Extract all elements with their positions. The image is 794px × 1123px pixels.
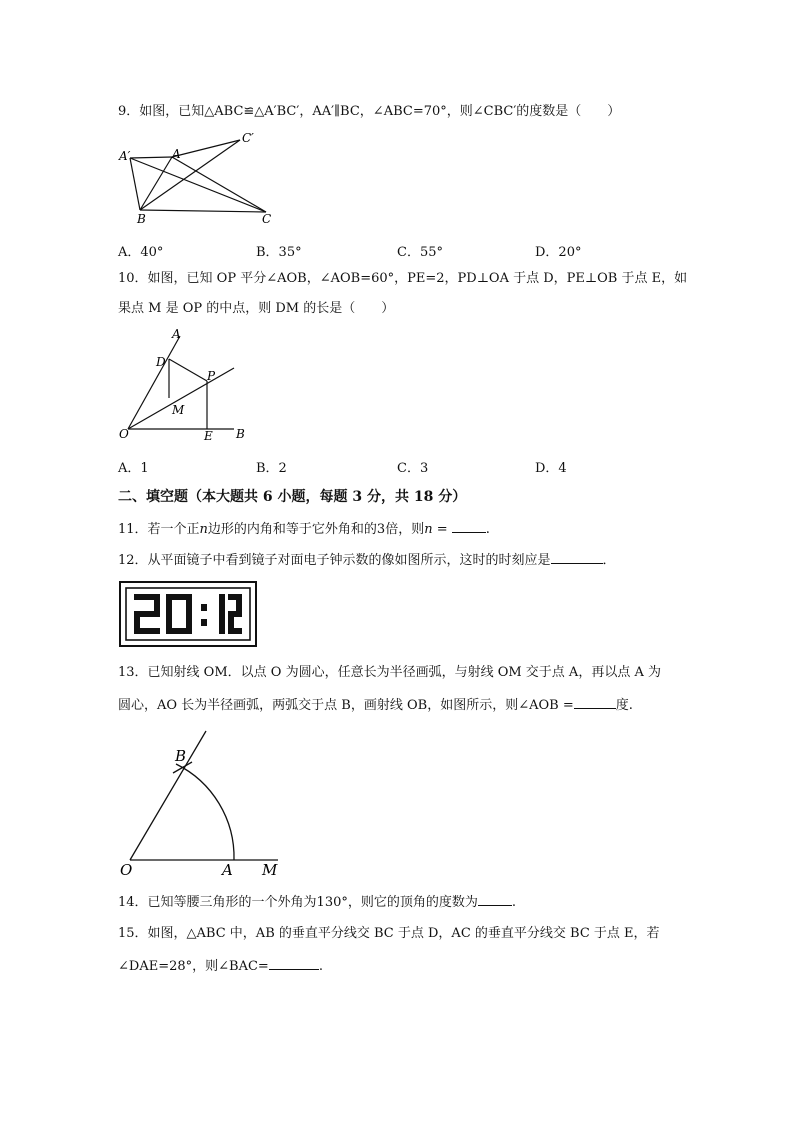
q10-option-d: D．4	[535, 461, 567, 476]
q14-text	[118, 893, 516, 912]
q13-label-O: O	[120, 861, 133, 879]
q13-line1: 13．已知射线 OM．以点 O 为圆心，任意长为半径画弧，与射线 OM 交于点 A，再以点 A 为	[118, 665, 661, 680]
q14-end: .	[511, 895, 516, 910]
q12-end: ．	[602, 553, 616, 568]
q9-option-b: B．35°	[256, 245, 302, 260]
q14-body: 14．已知等腰三角形的一个外角为130°，则它的顶角的度数为	[118, 895, 478, 910]
q9-label-C: C	[262, 212, 272, 226]
q15-line2-end: .	[318, 959, 323, 974]
q10-line1: 10．如图，已知 OP 平分∠AOB，∠AOB=60°，PE=2，PD⊥OA 于点 D，PE⊥OB 于点 E，如	[118, 271, 688, 286]
q12-text	[118, 551, 616, 570]
q9-label-A-prime: A′	[119, 149, 131, 163]
q13-answer-blank[interactable]	[574, 696, 616, 709]
q10-figure	[116, 326, 256, 442]
q11-var-n2: n	[424, 522, 433, 537]
q10-option-c: C．3	[397, 461, 429, 476]
q13-line2-body: 圆心，AO 长为半径画弧，两弧交于点 B，画射线 OB，如图所示，则∠AOB =	[118, 698, 574, 713]
section-title: 二、填空题（本大题共 6 小题，每题 3 分，共 18 分）	[118, 489, 467, 505]
q10-label-D: D	[156, 355, 166, 369]
q15-line1: 15．如图，△ABC 中，AB 的垂直平分线交 BC 于点 D，AC 的垂直平分线交 BC 于点 E，若	[118, 926, 660, 941]
q9-figure	[116, 132, 276, 224]
q11-text	[118, 520, 490, 539]
q9-option-a: A．40°	[118, 245, 164, 260]
q10-label-O: O	[119, 427, 129, 441]
q11-after: =	[432, 522, 452, 537]
q11-var-n: n	[199, 522, 208, 537]
q10-label-P: P	[207, 369, 216, 383]
q9-option-c: C．55°	[397, 245, 443, 260]
q15-line2-body: ∠DAE=28°，则∠BAC=	[118, 959, 269, 974]
q13-label-A: A	[222, 861, 233, 879]
q9-label-B: B	[137, 212, 146, 226]
q12-body: 12．从平面镜子中看到镜子对面电子钟示数的像如图所示，这时的时刻应是	[118, 553, 551, 568]
q15-line2	[118, 957, 323, 976]
q13-label-M: M	[262, 861, 278, 879]
q15-answer-blank[interactable]	[269, 957, 319, 970]
q11-middle: 边形的内角和等于它外角和的3倍，则	[207, 522, 425, 537]
q13-line2	[118, 696, 633, 715]
q11-before: 11．若一个正	[118, 522, 200, 537]
q14-answer-blank[interactable]	[478, 893, 512, 906]
q10-label-E: E	[204, 429, 213, 443]
q10-label-M: M	[172, 403, 185, 417]
q11-answer-blank[interactable]	[452, 520, 486, 533]
q13-line2-end: 度.	[615, 698, 633, 713]
q9-label-C-prime: C′	[242, 131, 254, 145]
q9-text: 9．如图，已知△ABC≌△A′BC′，AA′∥BC，∠ABC=70°，则∠CBC′的度数是（ ）	[118, 104, 621, 119]
q13-figure	[118, 729, 293, 877]
q9-label-A: A	[172, 147, 181, 161]
q10-option-a: A．1	[118, 461, 149, 476]
q10-option-b: B．2	[256, 461, 287, 476]
q12-clock-image	[119, 581, 257, 647]
q9-option-d: D．20°	[535, 245, 582, 260]
q10-label-A: A	[172, 327, 181, 341]
q11-end: .	[485, 522, 490, 537]
q10-label-B: B	[236, 427, 245, 441]
q10-line2: 果点 M 是 OP 的中点，则 DM 的长是（ ）	[118, 301, 395, 316]
q12-answer-blank[interactable]	[551, 551, 603, 564]
q13-label-B: B	[175, 747, 187, 765]
